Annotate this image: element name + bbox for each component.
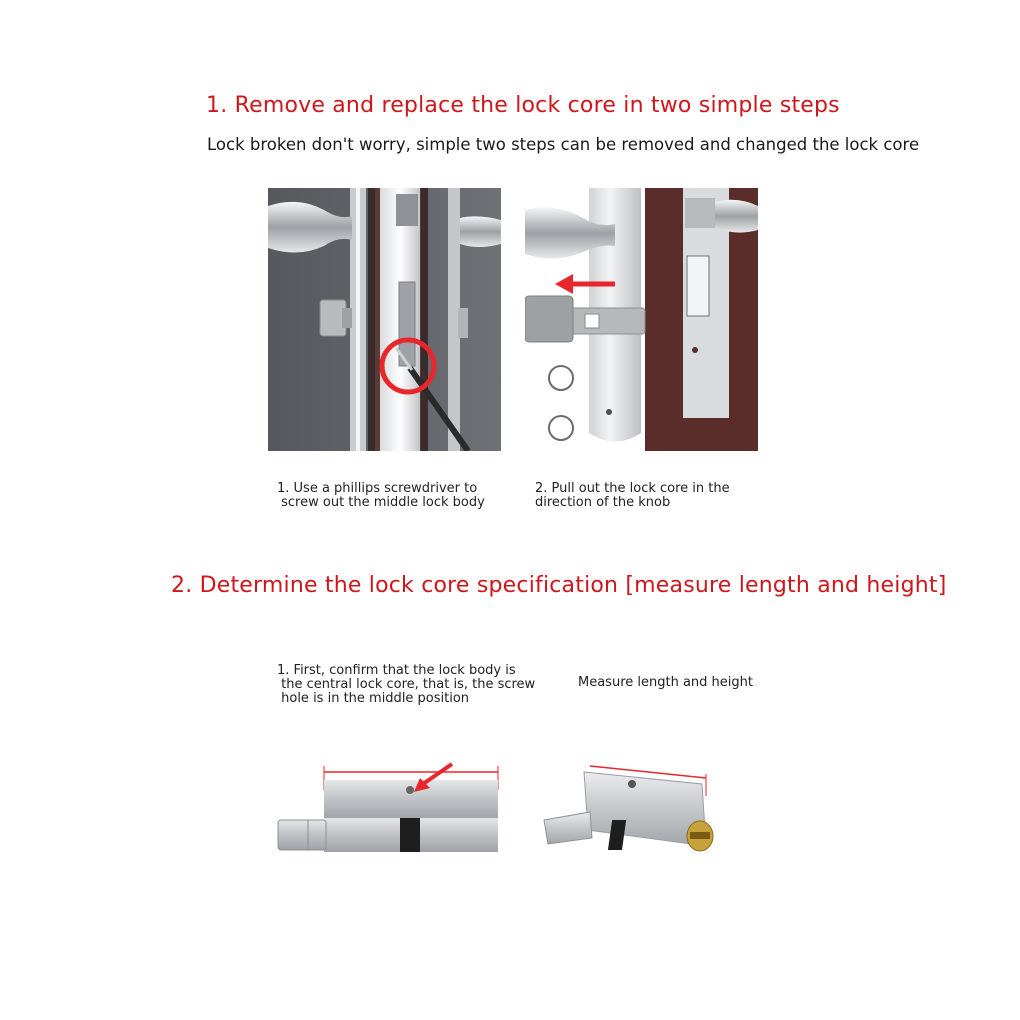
section2-right-caption: Measure length and height — [578, 675, 753, 690]
section2-left-caption-line1: 1. First, confirm that the lock body is — [277, 663, 516, 678]
section2-left-caption-line2: the central lock core, that is, the screw — [277, 677, 536, 692]
section1-subtitle: Lock broken don't worry, simple two steps can be removed and changed the lock core — [207, 135, 920, 154]
lock-cylinder-side-photo — [270, 750, 510, 870]
step1-caption-line2: screw out the middle lock body — [277, 495, 485, 510]
section2-title: 2. Determine the lock core specification [measure length and height] — [171, 573, 947, 598]
step2-caption-line2: direction of the knob — [535, 495, 671, 510]
step2-caption-line1: 2. Pull out the lock core in the — [535, 481, 730, 496]
lock-cylinder-angled-photo — [540, 750, 740, 870]
step1-caption-line1: 1. Use a phillips screwdriver to — [277, 481, 478, 496]
section2-left-caption-line3: hole is in the middle position — [277, 691, 470, 706]
door-lock-screwdriver-photo — [268, 188, 501, 451]
door-lock-pull-core-photo — [525, 188, 758, 451]
section1-title: 1. Remove and replace the lock core in two simple steps — [206, 93, 840, 118]
